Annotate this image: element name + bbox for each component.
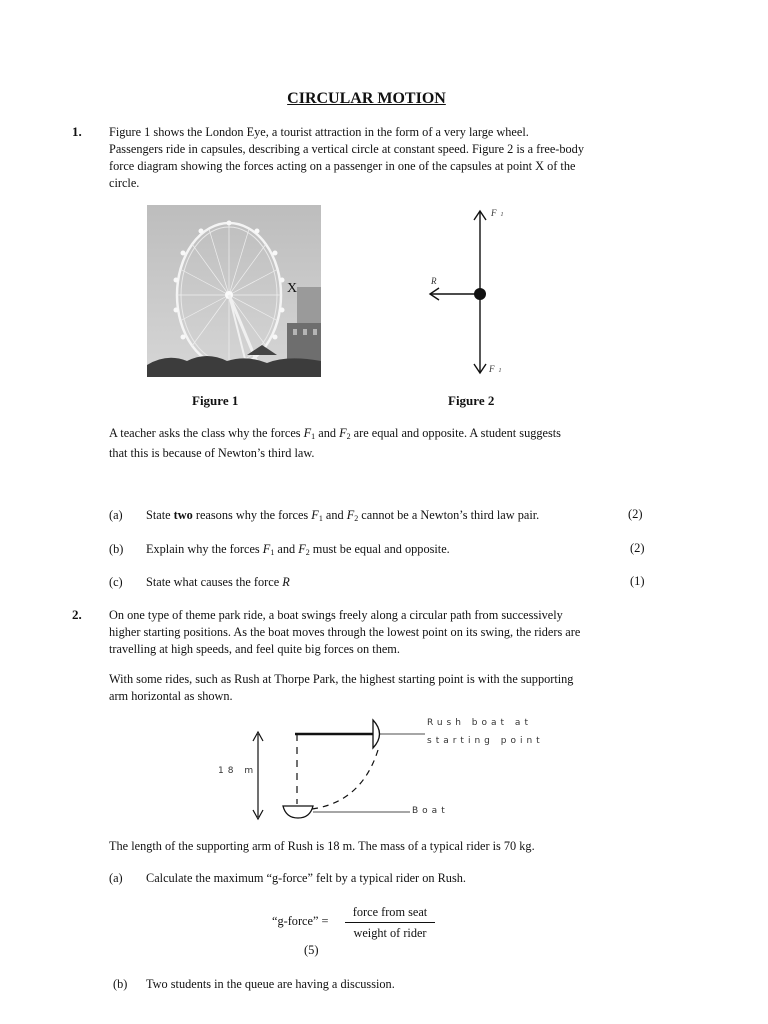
free-body-diagram xyxy=(420,200,530,385)
force-r-label: R xyxy=(431,276,437,286)
question-1-number: 1. xyxy=(72,124,82,139)
figure-1-caption: Figure 1 xyxy=(192,393,239,408)
q2-intro-line: On one type of theme park ride, a boat swings freely along a circular path from successively xyxy=(109,608,563,622)
q2-intro-line: travelling at high speeds, and feel quite big forces on them. xyxy=(109,642,400,656)
force-f2-label: F 1 xyxy=(489,364,502,374)
boat-label: Boat xyxy=(412,806,449,816)
q1c-text: State what causes the force R xyxy=(146,575,290,589)
formula-lhs: “g-force” = xyxy=(272,914,329,928)
q2a-marks: (5) xyxy=(304,943,319,957)
question-2-number: 2. xyxy=(72,607,82,622)
figure-2-caption: Figure 2 xyxy=(448,393,495,408)
q1a-label: (a) xyxy=(109,508,123,522)
q1b-label: (b) xyxy=(109,542,124,556)
rush-line: arm horizontal as shown. xyxy=(109,689,233,703)
formula-numerator: force from seat xyxy=(345,904,435,923)
teacher-line-1: A teacher asks the class why the forces $F_1$ and $F_2$ are equal and opposite. A student suggests xyxy=(109,426,561,441)
q1a-marks: (2) xyxy=(628,507,643,521)
q1a-text: State two reasons why the forces $F_1$ and $F_2$ cannot be a Newton’s third law pair. xyxy=(146,508,540,523)
point-x-marker: X xyxy=(287,281,298,296)
question-1-intro xyxy=(109,124,669,192)
height-label: 18 m xyxy=(218,766,258,776)
q2a-label: (a) xyxy=(109,871,123,885)
rush-line: With some rides, such as Rush at Thorpe Park, the highest starting point is with the supporting xyxy=(109,672,574,686)
arm-length-text: The length of the supporting arm of Rush is 18 m. The mass of a typical rider is 70 kg. xyxy=(109,839,535,853)
q2-intro-line: higher starting positions. As the boat moves through the lowest point on its swing, the riders are xyxy=(109,625,581,639)
q2a-text: Calculate the maximum “g-force” felt by a typical rider on Rush. xyxy=(146,871,466,885)
start-label-line-1: Rush boat at xyxy=(427,718,532,728)
q1-intro-line: Passengers ride in capsules, describing a vertical circle at constant speed. Figure 2 is a free-body xyxy=(109,142,584,156)
q2b-label: (b) xyxy=(113,977,128,991)
q1b-marks: (2) xyxy=(630,541,645,555)
q1b-text: Explain why the forces $F_1$ and $F_2$ must be equal and opposite. xyxy=(146,542,450,557)
force-f1-label: F 1 xyxy=(491,208,504,218)
rush-paragraph xyxy=(109,671,679,705)
london-eye-photo xyxy=(147,205,321,377)
page-title: CIRCULAR MOTION xyxy=(287,90,446,107)
start-label-line-2: starting point xyxy=(427,736,544,746)
teacher-paragraph xyxy=(109,425,669,462)
q1-intro-line: Figure 1 shows the London Eye, a tourist attraction in the form of a very large wheel. xyxy=(109,125,529,139)
q2b-text: Two students in the queue are having a discussion. xyxy=(146,977,395,991)
teacher-line-2: that this is because of Newton’s third law. xyxy=(109,446,315,460)
q1-intro-line: circle. xyxy=(109,176,140,190)
formula-denominator: weight of rider xyxy=(353,926,427,940)
question-2-intro xyxy=(109,607,679,658)
q1c-label: (c) xyxy=(109,575,123,589)
rush-ride-diagram xyxy=(240,712,430,827)
formula-fraction xyxy=(345,904,435,942)
q1-intro-line: force diagram showing the forces acting on a passenger in one of the capsules at point X of the xyxy=(109,159,576,173)
q1c-marks: (1) xyxy=(630,574,645,588)
